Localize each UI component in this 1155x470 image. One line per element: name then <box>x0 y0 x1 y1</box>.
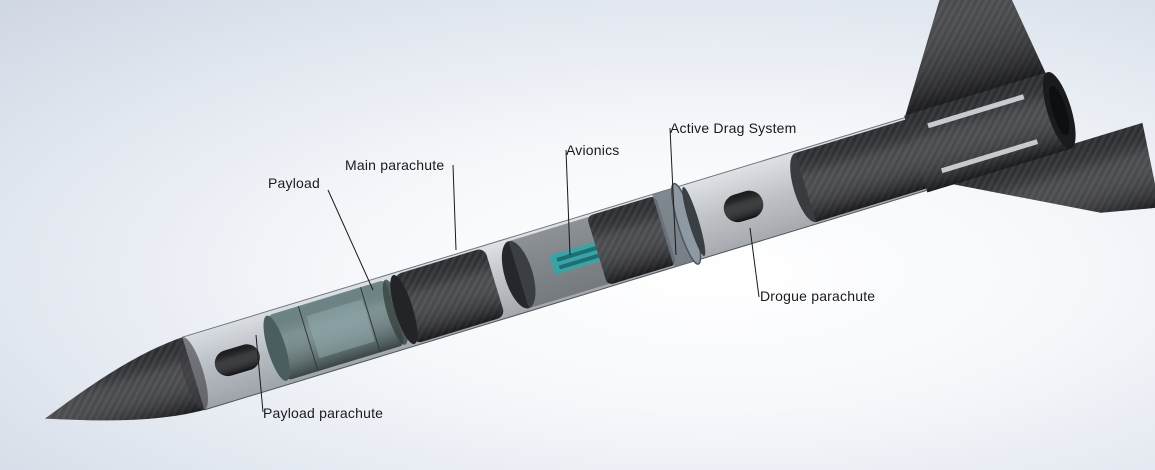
main-parachute-leader <box>453 165 456 250</box>
label-avionics: Avionics <box>566 142 620 158</box>
label-payload-parachute: Payload parachute <box>263 405 384 421</box>
avionics-bay <box>495 195 677 313</box>
label-main-parachute: Main parachute <box>345 157 445 173</box>
label-payload: Payload <box>268 175 320 191</box>
nose-cone <box>34 334 214 455</box>
payload-leader <box>328 190 373 290</box>
label-drogue-parachute: Drogue parachute <box>760 288 876 304</box>
label-active-drag-system: Active Drag System <box>670 120 797 136</box>
